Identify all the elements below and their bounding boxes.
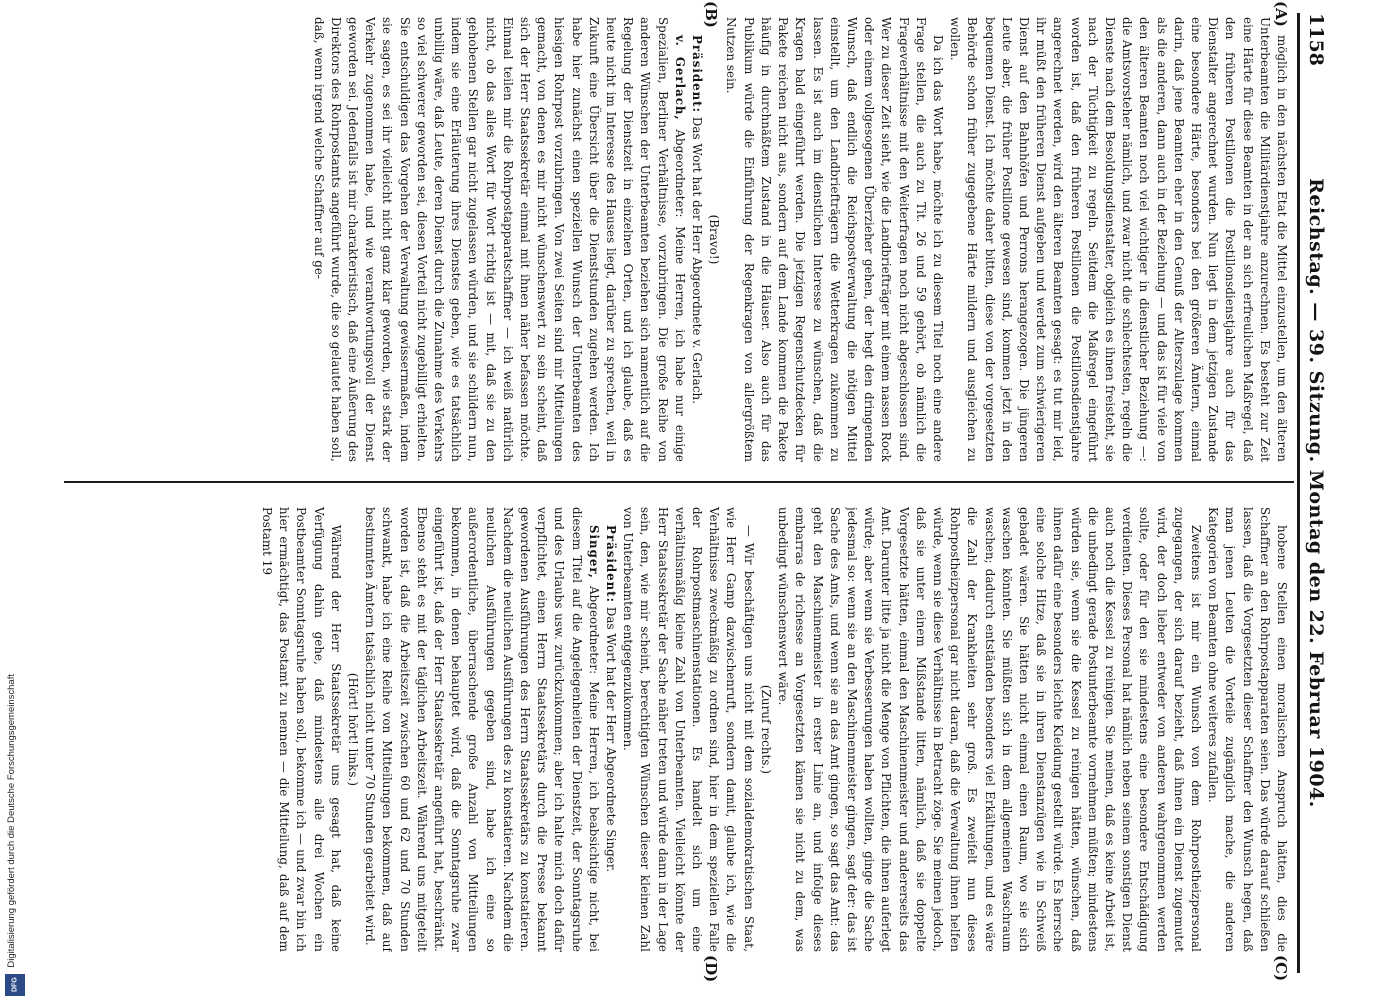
speech-paragraph	[361, 507, 602, 952]
speaker-name: Singer,	[586, 525, 601, 579]
paragraph: möglich in den nächsten Etat die Mittel einzustellen, um den älteren Unterbeamten die Militärdienstjahre anzurechnen. Es besteht zur Zeit eine Härte für diese Beamten in der an sich erfreulichen Maßregel, daß den früheren Postillonen die Postillonsdienstjahre auch für das Dienstalter angerechnet wurden. Nun liegt in dem jetzigen Zustande eine besondere Härte, besonders bei den größeren Ämtern, einmal darin, daß jene Beamten eher in den Genuß der Alterszulage kommen als die anderen, dann auch in der Beziehung — und das ist für viele von den älteren Beamten noch viel wichtiger in dienstlicher Beziehung —: die Amtsvorsteher nämlich, und zwar nicht die schlechtesten, regeln die Dienste nach dem Besoldungsdienstalter, obgleich es ihnen freisteht, sie nach der Tüchtigkeit zu regeln. Seitdem die Maßregel eingeführt worden ist, daß den früheren Postillonen die Postillonsdienstjahre angerechnet werden, wird den älteren Beamten gesagt: es tut mir leid, ihr müßt den früheren Dienst aufgeben und werdet zum schwierigeren Dienst auf den Bahnhöfen und Perrons herangezogen. Die jüngeren Leute aber, die früher Postillone gewesen sind, kommen jetzt in den bequemen Dienst. Ich möchte daher bitten, diese von der vorgesetzten Behörde schon früher zugegebene Härte mildern und ausgleichen zu wollen.	[948, 17, 1289, 462]
paragraph: hobene Stellen einen moralischen Anspruch hätten, dies die Schaffner an den Rohrpostapparaten seien. Das würde darauf schließen lassen, daß die Vorgesetzten dieser Schaffner den Wunsch hegen, daß man jenen Leuten die Vorteile zugänglich mache, die anderen Kategorien von Beamten ohne weiteres zufallen.	[1206, 507, 1289, 952]
speaker-name: Präsident:	[690, 35, 705, 113]
speaker-name: v. Gerlach,	[672, 35, 687, 121]
left-column	[60, 17, 1290, 462]
paragraph: Während der Herr Staatssekretär uns gesagt hat, daß keine Verfügung dahin gehe, daß mindestens alle drei Wochen ein Postbeamter Sonntagsruhe haben soll, bekomme ich — und zwar bin ich hier ermächtigt, das Postamt zu nennen — die Mitteilung, daß auf dem Postamt 19	[260, 507, 343, 952]
page-header	[1297, 13, 1330, 973]
page-number: 1158	[1305, 13, 1327, 66]
margin-marker-a: (A)	[1272, 1, 1290, 27]
margin-marker-c: (C)	[1272, 955, 1290, 982]
interjection-note: (Zuruf rechts.)	[758, 684, 773, 775]
paragraph: Zweitens ist mir ein Wunsch von dem Rohrpostheizpersonal zugegangen, der sich darauf bezieht, daß ihnen ein Dienst zugemutet wird, der doch lieber entweder von anderen wahrgenommen werden sollte, oder für den sie mindestens eine besondere Entschädigung verdienten. Dieses Personal hat nämlich neben seinem sonstigen Dienst auch noch die Kessel zu reinigen. Sie meinen, daß es keine Arbeit ist, die unbedingt gerade Postunterbeamte vornehmen müßten; mindestens würden sie, wenn sie die Kessel zu reinigen hätten, wünschen, daß ihnen dafür eine besonders leichte Kleidung gestellt würde. Es herrsche eine solche Hitze, daß sie in ihren Dienstanzügen wie in Schweiß gebadet wären. Sie hätten nicht einmal einen Raum, wo sie sich waschen könnten. Sie müßten sich in dem allgemeinen Waschraum waschen; dadurch entständen besonders viel Erkältungen, und es wäre die Zahl der Krankheiten sehr groß. Es zweifelt nun dieses Rohrpostheizpersonal gar nicht daran, daß die Verwaltung ihnen helfen würde, wenn sie diese Verhältnisse in Betracht zöge. Sie meinen jedoch, daß sie unter einem Mißstande litten, nämlich, daß sie doppelte Vorgesetzte hätten, einmal den Maschinenmeister und andererseits das Amt. Darunter litte ja nicht die Menge von Pflichten, die ihnen auferlegt würde; aber wenn sie Verbesserungen haben wollten, ginge die Sache jedesmal so: wenn sie an den Maschinenmeister gingen, sagt der: das ist Sache des Amts, und wenn sie an das Amt gingen, so sagt das Amt: das geht den Maschinenmeister in erster Linie an, und infolge dieses embarras de richesse an Vorgesetzten kämen sie nicht zu dem, was unbedingt wünschenswert wäre.	[776, 507, 1203, 952]
digitization-credit	[2, 576, 28, 996]
speech-paragraph	[688, 17, 705, 462]
column-divider	[64, 481, 1294, 483]
applause-note: (Bravo!)	[707, 214, 722, 265]
speech-paragraph	[309, 17, 687, 462]
speech-paragraph	[602, 507, 619, 952]
margin-marker-d: (D)	[702, 955, 720, 983]
dfg-logo-icon: DFG	[5, 974, 25, 996]
speaker-name: Präsident:	[604, 525, 619, 603]
paragraph: — Wir beschäftigen uns nicht mit dem sozialdemokratischen Staat, wie Herr Gamp dazwischenruft, sondern damit, glaube ich, wie die Verhältnisse zweckmäßig zu ordnen sind, hier in dem speziellen Falle der Rohrpostmaschinenstationen. Es handelt sich um eine verhältnismäßig kleine Zahl von Unterbeamten. Vielleicht könnte der Herr Staatssekretär der Sache näher treten und würde dann in der Lage sein, den, wie mir scheint, berechtigten Wünschen dieser kleinen Zahl von Unterbeamten entgegenzukommen.	[621, 507, 756, 952]
right-column	[60, 507, 1290, 952]
speech-text: Abgeordneter: Meine Herren, ich beabsichtige nicht, bei diesem Titel auf die Angelegenheiten der Dienstzeit, der Sonntagsruhe und des Urlaubs usw. zurückzukommen; aber ich halte mich doch dafür verpflichtet, einen Herrn Staatssekretärs durch die Presse bekannt gewordenen Ausführungen des Herrn Staatssekretärs zu konstatieren. Nachdem die neulichen Ausführungen des zu konstatieren. Nachdem die neulichen Ausführungen gegeben sind, habe ich eine so außerordentliche, überraschende große Anzahl von Mitteilungen bekommen, in denen behauptet wird, daß die Sonntagsruhe zwar eingeführt ist, daß der Herr Staatssekretär angeführt hat, beschränkt. Ebenso steht es mit der täglichen Arbeitszeit. Während uns mitgeteilt worden ist, daß die Arbeitszeit zwischen 60 und 62 und 70 Stunden schwankt, habe ich eine Reihe von Mitteilungen bekommen, daß auf bestimmten Ämtern tatsächlich nicht unter 70 Stunden gearbeitet wird.	[363, 507, 601, 952]
paragraph: Da ich das Wort habe, möchte ich zu diesem Titel noch eine andere Frage stellen, die auch zu Tit. 26 und 59 gehört, ob nämlich die Frageverhältnisse mit den Weiterfragen noch nicht abgeschlossen sind. Wer zu dieser Zeit sieht, wie die Landbriefträger mit einem nassen Rock oder einem vollgesogenen Überzieher gehen, der hegt den dringenden Wunsch, daß endlich die Reichspostverwaltung die nötigen Mittel einstellt, um den Landbriefträgern die Wetterkragen zukommen zu lassen. Es ist auch im dienstlichen Interesse zu wünschen, daß die Kragen bald eingeführt werden. Die jetzigen Regenschutzdecken für Pakete reichen nicht aus, sondern auf dem Lande kommen die Pakete häufig in durchnäßtem Zustand in die Häuser. Also auch für das Publikum würde die Einführung der Regenkragen von allergrößtem Nutzen sein.	[724, 17, 945, 462]
credit-text: Digitalisierung gefördert durch die Deutsche Forschungsgemeinschaft	[6, 674, 17, 968]
page-title: Reichstag. — 39. Sitzung. Montag den 22. Februar 1904.	[1305, 178, 1327, 808]
margin-marker-b: (B)	[702, 1, 720, 28]
interjection-note: (Hört! hört! links.)	[346, 672, 361, 787]
newspaper-page	[52, 3, 1330, 993]
speech-text: Das Wort hat der Herr Abgeordnete Singer.	[604, 606, 619, 873]
speech-text: Abgeordneter: Meine Herren, ich habe nur einige Spezialien, Berliner Verhältnisse, vorzubringen. Die große Reihe von anderen Wünschen der Unterbeamten beziehen sich namentlich auf die Regelung der Dienstzeit in einzelnen Orten, und ich glaube, daß es heute nicht im Interesse des Hauses liegt, darüber zu sprechen, weil in Zukunft eine Übersicht über die Dienststunden zugehen werden. Ich habe hier zunächst einen speziellen Wunsch der Unterbeamten des hiesigen Rohrpost vorzubringen. Von zwei Seiten sind mir Mitteilungen gemacht, von denen es mir nicht wünschenswert zu sein scheint, daß sich der Herr Staatssekretär einmal mit ihnen näher befassen möchte. Einmal teilen mir die Rohrpostapparatschaffner — ich weiß natürlich nicht, ob das alles Wort für Wort richtig ist — mit, daß sie zu den gehobenen Stellen gar nicht zugelassen würden, und sie schildern nun, indem sie eine Erläuterung ihres Dienstes geben, wie es tatsächlich unbillig wäre, daß Leute, deren Dienst durch die Zunahme des Verkehrs so viel schwerer geworden sei, diesen Vorteil nicht zugebilligt erhielten. Sie entschuldigen das Vorgehen der Verwaltung gewissermaßen, indem sie sagen, es sei ihr vielleicht nicht ganz klar geworden, wie stark der Verkehr zugenommen habe, und wie verantwortungsvoll der Dienst geworden sei. Jedenfalls ist mir charakteristisch, daß eine Äußerung des Direktors des Rohrpostamts angeführt wurde, die so gelautet haben soll, daß, wenn irgend welche Schaffner auf ge-	[311, 17, 687, 462]
speech-text: Das Wort hat der Herr Abgeordnete v. Gerlach.	[690, 116, 705, 405]
